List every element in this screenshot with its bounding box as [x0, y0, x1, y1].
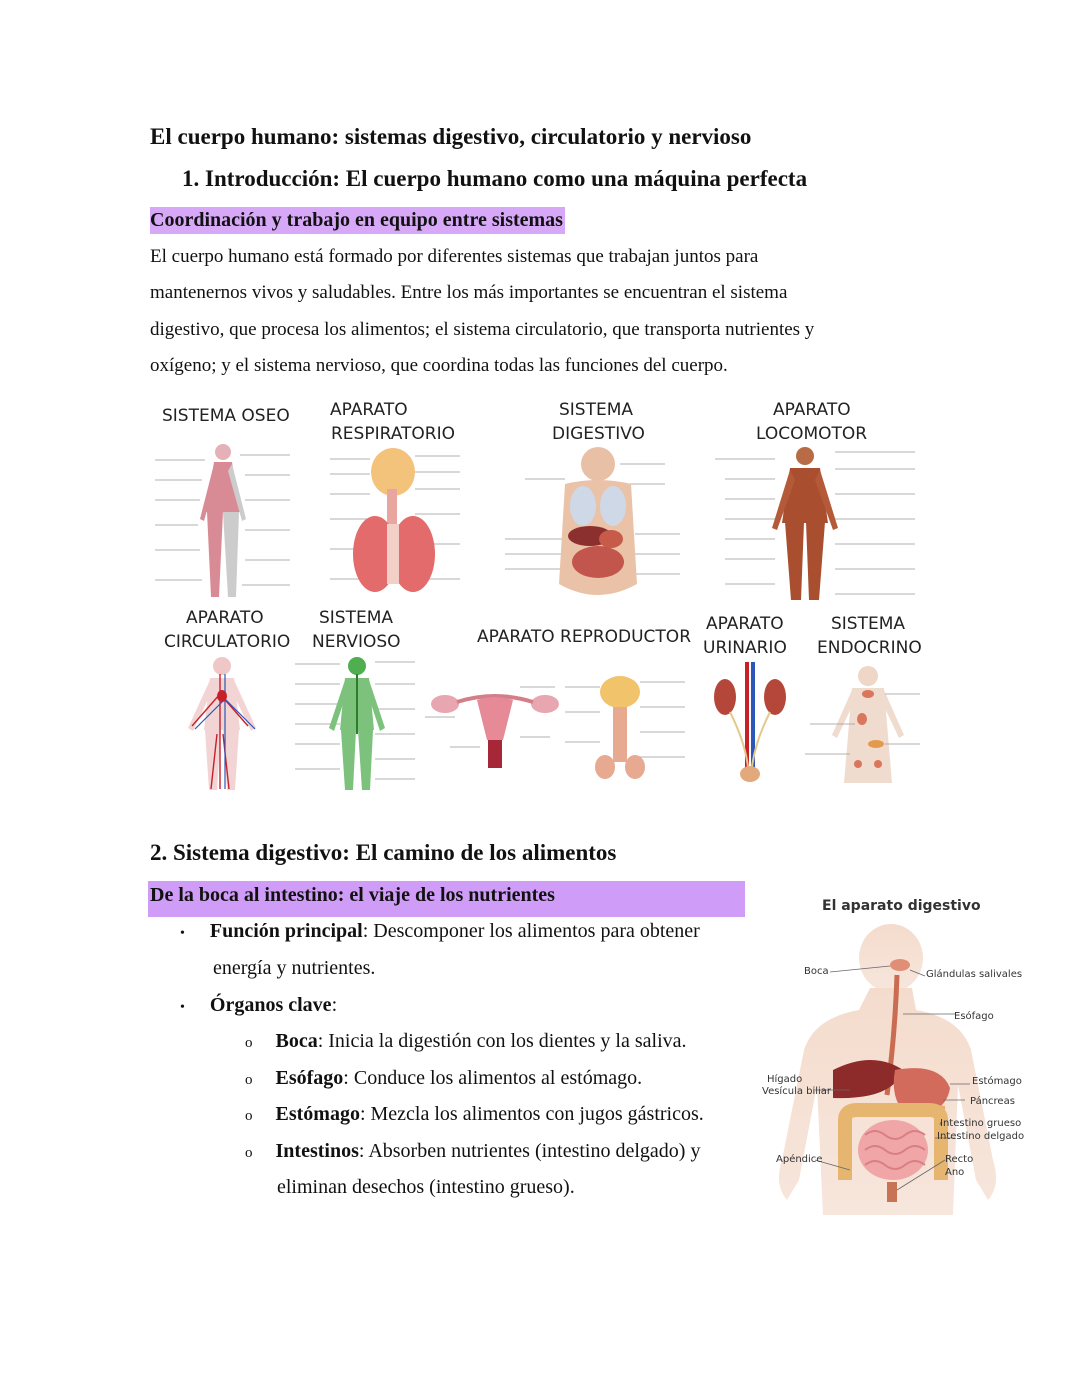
label-boca: Boca	[804, 966, 829, 977]
intro-line-3: digestivo, que procesa los alimentos; el sistema circulatorio, que transporta nutrientes y	[150, 319, 815, 340]
digestive-figure-title: El aparato digestivo	[822, 898, 981, 914]
organ-text: : Mezcla los alimentos con jugos gástricos.	[359, 1103, 704, 1125]
label-endocrino-2: ENDOCRINO	[817, 638, 922, 658]
organ-item-boca	[245, 1028, 687, 1056]
label-circulatorio-1: APARATO	[186, 608, 264, 628]
organ-name: Esófago	[275, 1067, 344, 1089]
organ-item-estomago	[245, 1101, 704, 1129]
organ-text: : Conduce los alimentos al estómago.	[343, 1067, 643, 1089]
circulatory-figure	[165, 654, 280, 794]
label-vesicula: Vesícula biliar	[762, 1086, 832, 1097]
nervous-system-figure	[290, 654, 420, 794]
label-endocrino-1: SISTEMA	[831, 614, 906, 634]
organos-label: Órganos clave	[209, 994, 332, 1016]
label-locomotor-1: APARATO	[773, 400, 851, 420]
section-2-heading: 2. Sistema digestivo: El camino de los alimentos	[150, 840, 617, 865]
organ-item-esofago	[245, 1065, 642, 1093]
label-locomotor-2: LOCOMOTOR	[756, 424, 868, 444]
label-apendice: Apéndice	[776, 1154, 823, 1165]
circle-bullet: o	[245, 1035, 253, 1051]
highlight-heading-1: Coordinación y trabajo en equipo entre sistemas	[150, 207, 565, 234]
label-ano: Ano	[945, 1167, 965, 1178]
label-recto: Recto	[945, 1154, 974, 1165]
bullet-dot: •	[180, 1000, 185, 1015]
respiratory-figure	[315, 444, 475, 599]
skeleton-figure	[150, 440, 295, 600]
organ-name: Intestinos	[275, 1140, 359, 1162]
document-title: El cuerpo humano: sistemas digestivo, circulatorio y nervioso	[150, 124, 752, 149]
label-estomago: Estómago	[972, 1076, 1022, 1087]
organ-name: Estómago	[275, 1103, 360, 1125]
urinary-figure	[700, 662, 800, 787]
highlight-heading-2: De la boca al intestino: el viaje de los nutrientes	[148, 881, 745, 917]
bullet-organos	[180, 992, 337, 1021]
organ-item-intestinos	[245, 1138, 700, 1166]
muscular-system-figure	[705, 444, 930, 604]
funcion-text-1: : Descomponer los alimentos para obtener	[362, 920, 700, 942]
body-systems-collage	[150, 392, 930, 797]
organos-colon: :	[331, 994, 338, 1016]
label-respiratorio-2: RESPIRATORIO	[331, 424, 456, 444]
section-1-heading: 1. Introducción: El cuerpo humano como una máquina perfecta	[182, 166, 808, 191]
funcion-text-2: energía y nutrientes.	[213, 957, 376, 979]
digestive-anatomy-figure	[755, 920, 1035, 1220]
intro-line-1: El cuerpo humano está formado por diferentes sistemas que trabajan juntos para	[150, 246, 759, 267]
label-urinario-1: APARATO	[706, 614, 784, 634]
endocrine-figure	[800, 664, 930, 784]
label-nervioso-1: SISTEMA	[319, 608, 394, 628]
label-digestivo-2: DIGESTIVO	[552, 424, 645, 444]
digestive-system-figure	[505, 444, 685, 604]
reproductive-figure	[425, 662, 690, 792]
bullet-funcion	[180, 918, 700, 947]
label-reproductor: APARATO REPRODUCTOR	[477, 627, 692, 647]
label-urinario-2: URINARIO	[703, 638, 787, 658]
label-esofago: Esófago	[954, 1011, 994, 1022]
label-pancreas: Páncreas	[970, 1096, 1015, 1107]
circle-bullet: o	[245, 1108, 253, 1124]
intro-line-2: mantenernos vivos y saludables. Entre los más importantes se encuentran el sistema	[150, 282, 788, 303]
label-respiratorio-1: APARATO	[330, 400, 408, 420]
organ-name: Boca	[275, 1030, 318, 1052]
label-digestivo-1: SISTEMA	[559, 400, 634, 420]
organ-text: : Absorben nutrientes (intestino delgado) y	[358, 1140, 701, 1162]
intro-line-4: oxígeno; y el sistema nervioso, que coordina todas las funciones del cuerpo.	[150, 355, 728, 376]
intestinos-continuation: eliminan desechos (intestino grueso).	[277, 1176, 575, 1198]
circle-bullet: o	[245, 1072, 253, 1088]
funcion-label: Función principal	[209, 920, 363, 942]
label-sistema-oseo: SISTEMA OSEO	[162, 406, 290, 426]
label-intestino-delgado: Intestino delgado	[937, 1131, 1025, 1142]
circle-bullet: o	[245, 1145, 253, 1161]
label-higado: Hígado	[767, 1074, 803, 1085]
label-glandulas-salivales: Glándulas salivales	[926, 969, 1023, 980]
label-nervioso-2: NERVIOSO	[312, 632, 401, 652]
organ-text: : Inicia la digestión con los dientes y la saliva.	[317, 1030, 687, 1052]
bullet-dot: •	[180, 926, 185, 941]
label-intestino-grueso: Intestino grueso	[940, 1118, 1022, 1129]
label-circulatorio-2: CIRCULATORIO	[164, 632, 291, 652]
